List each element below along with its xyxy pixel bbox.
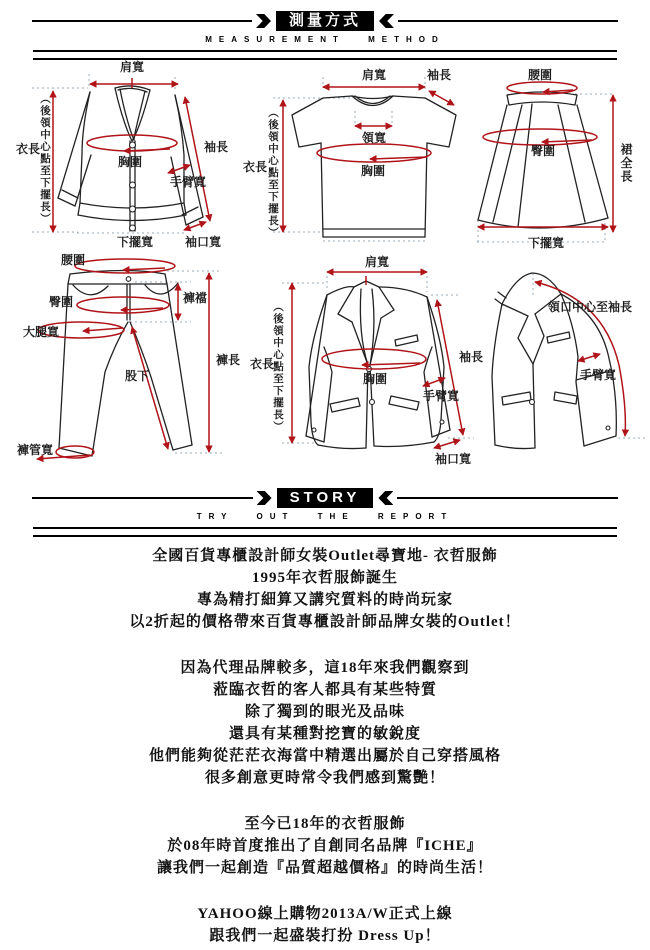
- story-paragraph: [0, 813, 650, 879]
- skirt-hip-label: 臀圍: [531, 144, 556, 158]
- pants-arrows: [37, 259, 209, 459]
- skirt-waist-label: 腰圍: [528, 68, 553, 82]
- story-paragraph: [0, 545, 650, 633]
- story-line: 很多創意更時常令我們感到驚艷！: [204, 770, 445, 786]
- blazer-shoulder-label: 肩寬: [365, 255, 390, 269]
- ribbon-chevron-left-icon: [379, 14, 394, 28]
- coat-collar-to-sleeve-label: 領口中心至袖長: [548, 300, 633, 314]
- coat-diagram: [468, 252, 648, 482]
- story-line: 還具有某種對挖寶的敏銳度: [228, 726, 421, 742]
- story-line: 以2折起的價格帶來百貨專櫃設計師品牌女裝的Outlet！: [129, 614, 521, 630]
- cardigan-length-note-label: （後領中心點至下擺長）: [39, 93, 50, 225]
- measurement-banner: [0, 10, 650, 60]
- skirt-full-length-label: 裙全長: [619, 143, 633, 184]
- story-body: [0, 545, 650, 950]
- story-line: 於08年時首度推出了自創同名品牌『ICHE』: [167, 838, 483, 854]
- cardigan-hem-label: 下擺寬: [117, 235, 154, 249]
- tshirt-length-note-label: （後領中心點至下擺長）: [267, 107, 278, 239]
- blazer-arm-label: 手臂寬: [423, 389, 460, 403]
- pants-outline: [59, 271, 192, 457]
- story-line: YAHOO線上購物2013A/W正式上線: [197, 906, 453, 922]
- blazer-chest-label: 胸圍: [363, 372, 388, 386]
- story-line: 除了獨到的眼光及品味: [244, 704, 405, 720]
- coat-line-art: [468, 252, 648, 482]
- story-line: 全國百貨專櫃設計師女裝Outlet尋寶地- 衣哲服飾: [152, 548, 498, 564]
- story-paragraph: [0, 903, 650, 947]
- cardigan-arm-label: 手臂寬: [170, 175, 207, 189]
- story-line: 因為代理品牌較多，這18年來我們觀察到: [180, 660, 470, 676]
- pants-length-label: 褲長: [216, 353, 241, 367]
- story-line: 至今已18年的衣哲服飾: [244, 816, 406, 832]
- skirt-outline: [478, 92, 608, 228]
- story-line: 專為精打細算又講究質料的時尚玩家: [196, 592, 453, 608]
- blazer-sleeve-label: 袖長: [459, 350, 484, 364]
- coat-guides: [533, 273, 646, 438]
- story-title: STORY: [277, 488, 374, 508]
- cardigan-cuff-label: 袖口寬: [185, 235, 222, 249]
- tshirt-collar-label: 領寬: [362, 131, 387, 145]
- tshirt-length-label: 衣長: [243, 160, 268, 174]
- cardigan-shoulder-label: 肩寬: [120, 60, 145, 74]
- pants-waist-label: 腰圍: [61, 253, 86, 267]
- story-line: 蒞臨衣哲的客人都具有某些特質: [212, 682, 437, 698]
- tshirt-guides: [273, 77, 425, 241]
- pants-rise-label: 褲襠: [183, 291, 208, 305]
- story-line: 他們能夠從茫茫衣海當中精選出屬於自己穿搭風格: [148, 748, 501, 764]
- tshirt-chest-label: 胸圍: [361, 164, 386, 178]
- blazer-length-note-label: （後領中心點至下擺長）: [272, 301, 283, 433]
- story-banner: [0, 487, 650, 537]
- story-subtitle: TRY OUT THE REPORT: [196, 512, 454, 521]
- skirt-diagram: [462, 57, 647, 257]
- tshirt-arrows: [283, 87, 454, 232]
- measurement-subtitle: MEASUREMENT METHOD: [205, 35, 445, 44]
- cardigan-guides: [32, 74, 184, 233]
- cardigan-length-label: 衣長: [16, 142, 41, 156]
- pants-inseam-label: 股下: [125, 369, 150, 383]
- pants-leg-opening-label: 褲管寬: [17, 443, 54, 457]
- tshirt-diagram: [243, 57, 458, 257]
- tshirt-shoulder-label: 肩寬: [362, 68, 387, 82]
- coat-arm-label: 手臂寬: [580, 368, 617, 382]
- story-line: 1995年衣哲服飾誕生: [251, 570, 398, 586]
- blazer-diagram: [248, 252, 483, 482]
- cardigan-chest-label: 胸圍: [118, 155, 143, 169]
- double-rule: [33, 527, 617, 537]
- cardigan-sleeve-label: 袖長: [204, 140, 229, 154]
- pants-thigh-label: 大腿寬: [23, 325, 60, 339]
- tshirt-sleeve-label: 袖長: [427, 68, 452, 82]
- story-line: 跟我們一起盛裝打扮 Dress Up！: [209, 928, 441, 944]
- pants-diagram: [15, 252, 245, 482]
- blazer-length-label: 衣長: [250, 357, 275, 371]
- ribbon-chevron-right-icon: [256, 14, 271, 28]
- pants-hip-label: 臀圍: [49, 295, 74, 309]
- ribbon-chevron-right-icon: [257, 491, 272, 505]
- blazer-cuff-label: 袖口寬: [435, 452, 472, 466]
- cardigan-diagram: [18, 57, 243, 257]
- story-paragraph: [0, 657, 650, 789]
- skirt-hem-label: 下擺寬: [528, 236, 565, 250]
- ribbon-chevron-left-icon: [378, 491, 393, 505]
- story-line: 讓我們一起創造『品質超越價格』的時尚生活！: [156, 860, 493, 876]
- measurement-title: 測量方式: [276, 11, 374, 31]
